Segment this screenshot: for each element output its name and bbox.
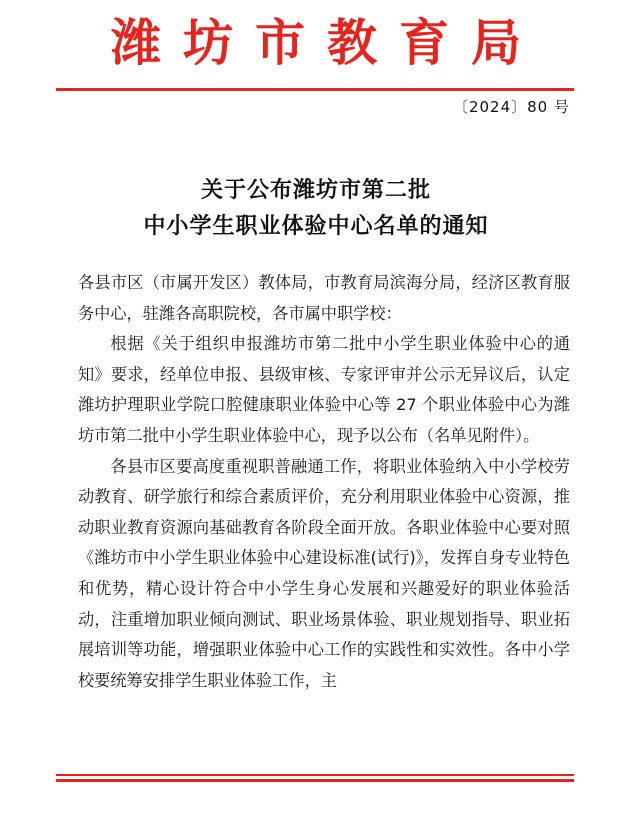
document-title-line-1: 关于公布潍坊市第二批: [200, 178, 431, 203]
document-number: 〔2024〕80 号: [452, 98, 570, 116]
footer-red-divider-thin: [56, 774, 574, 776]
issuer-masthead: 潍坊市教育局: [111, 13, 543, 72]
document-body: [78, 268, 570, 696]
body-paragraph-2: 各县市区要高度重视职普融通工作，将职业体验纳入中小学校劳动教育、研学旅行和综合素质评价，充分利用职业体验中心资源，推动职业教育资源向基础教育各阶段全面开放。各职业体验中心要对照《潍坊市中小学生职业体验中心建设标准(试行)》，发挥自身专业特色和优势，精心设计符合中小学生身心发展和兴趣爱好的职业体验活动，注重增加职业倾向测试、职业场景体验、职业规划指导、职业拓展培训等功能，增强职业体验中心工作的实践性和实效性。各中小学校要统筹安排学生职业体验工作，主: [78, 456, 570, 690]
document-title-line-2: 中小学生职业体验中心名单的通知: [143, 214, 489, 239]
header-red-divider: [56, 88, 574, 91]
body-paragraph-1: 根据《关于组织申报潍坊市第二批中小学生职业体验中心的通知》要求，经单位申报、县级审核、专家评审并公示无异议后，认定潍坊护理职业学院口腔健康职业体验中心等 27 个职业体验中心为潍坊市第二批中小学生职业体验中心，现予以公布（名单见附件）。: [78, 334, 570, 445]
footer-red-divider-thick: [56, 779, 574, 782]
addressee-paragraph: 各县市区（市属开发区）教体局，市教育局滨海分局，经济区教育服务中心，驻潍各高职院校，各市属中职学校：: [78, 273, 570, 323]
